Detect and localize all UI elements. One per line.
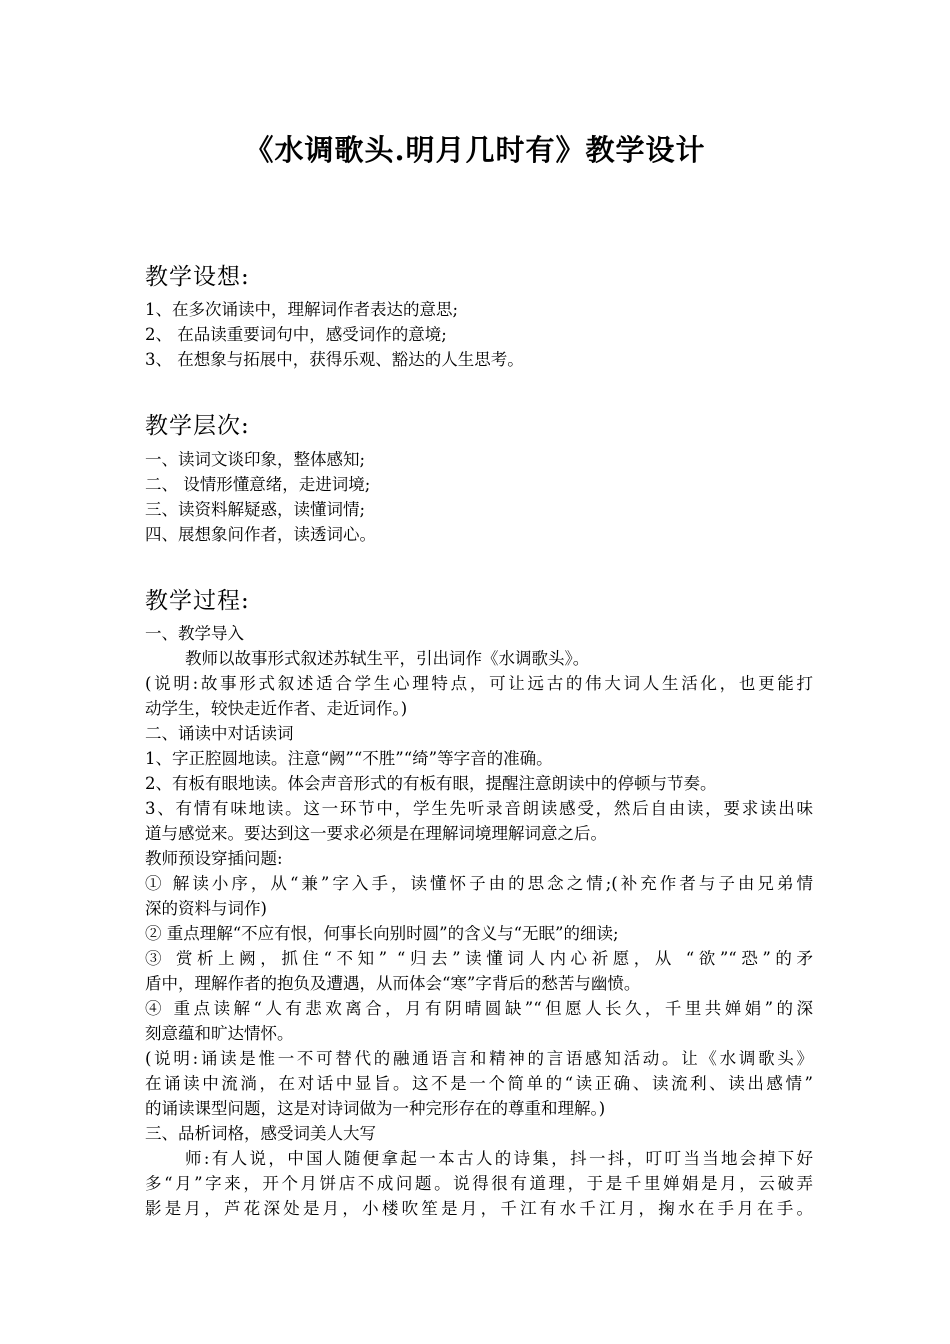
paragraph-line: 深的资料与词作) — [145, 899, 267, 918]
list-item: 四、展想象问作者，读透词心。 — [145, 525, 376, 544]
paragraph-line: 的诵读课型问题，这是对诗词做为一种完形存在的尊重和理解。) — [145, 1099, 606, 1118]
paragraph-line: 师:有人说，中国人随便拿起一本古人的诗集，抖一抖，叮叮当当地会掉下好 — [185, 1149, 813, 1168]
paragraph-line: 2、有板有眼地读。体会声音形式的有板有眼，提醒注意朗读中的停顿与节奏。 — [145, 774, 717, 793]
paragraph-line: ③ 赏析上阙，抓住“不知” “归去”读懂词人内心祈愿，从 “欲”“恐”的矛 — [145, 949, 813, 968]
paragraph-line: 教师预设穿插问题: — [145, 849, 283, 868]
subheading-intro: 一、教学导入 — [145, 624, 244, 643]
list-item: 三、读资料解疑惑，读懂词情; — [145, 500, 366, 519]
list-item: 3、 在想象与拓展中，获得乐观、豁达的人生思考。 — [145, 350, 524, 369]
section-heading-teaching-process: 教学过程: — [145, 588, 250, 614]
paragraph-line: 动学生，较快走近作者、走近词作。) — [145, 699, 408, 718]
list-item: 一、读词文谈印象，整体感知; — [145, 450, 366, 469]
subheading-appreciation: 三、品析词格，感受词美人大写 — [145, 1124, 376, 1143]
paragraph-line: ④ 重点读解“人有悲欢离合，月有阴晴圆缺”“但愿人长久，千里共婵娟”的深 — [145, 999, 813, 1018]
paragraph-line: 教师以故事形式叙述苏轼生平，引出词作《水调歌头》。 — [185, 649, 590, 668]
paragraph-line: 1、字正腔圆地读。注意“阙”“不胜”“绮”等字音的准确。 — [145, 749, 553, 768]
paragraph-line: 3、有情有味地读。这一环节中，学生先听录音朗读感受，然后自由读，要求读出味 — [145, 799, 813, 818]
subheading-recitation: 二、诵读中对话读词 — [145, 724, 294, 743]
paragraph-line: ② 重点理解“不应有恨，何事长向别时圆”的含义与“无眠”的细读; — [145, 924, 619, 943]
paragraph-line: 在诵读中流淌，在对话中显旨。这不是一个简单的“读正确、读流利、读出感情” — [145, 1074, 813, 1093]
section-heading-teaching-concept: 教学设想: — [145, 264, 250, 290]
list-item: 2、 在品读重要词句中，感受词作的意境; — [145, 325, 447, 344]
document-title: 《水调歌头.明月几时有》教学设计 — [244, 133, 706, 167]
paragraph-line: (说明:故事形式叙述适合学生心理特点，可让远古的伟大词人生活化，也更能打 — [145, 674, 813, 693]
paragraph-line: 道与感觉来。要达到这一要求必须是在理解词境理解词意之后。 — [145, 824, 607, 843]
paragraph-line: (说明:诵读是惟一不可替代的融通语言和精神的言语感知活动。让《水调歌头》 — [145, 1049, 813, 1068]
paragraph-line: 多“月”字来，开个月饼店不成问题。说得很有道理，于是千里婵娟是月，云破弄 — [145, 1174, 813, 1193]
paragraph-line: 刻意蕴和旷达情怀。 — [145, 1024, 294, 1043]
paragraph-line: 盾中，理解作者的抱负及遭遇，从而体会“寒”字背后的愁苦与幽愤。 — [145, 974, 641, 993]
section-heading-teaching-levels: 教学层次: — [145, 413, 250, 439]
paragraph-line: ① 解读小序，从“兼”字入手，读懂怀子由的思念之情;(补充作者与子由兄弟情 — [145, 874, 813, 893]
list-item: 1、在多次诵读中，理解词作者表达的意思; — [145, 300, 459, 319]
list-item: 二、 设情形懂意绪，走进词境; — [145, 475, 371, 494]
paragraph-line: 影是月，芦花深处是月，小楼吹笙是月，千江有水千江月，掬水在手月在手。 — [145, 1199, 813, 1218]
